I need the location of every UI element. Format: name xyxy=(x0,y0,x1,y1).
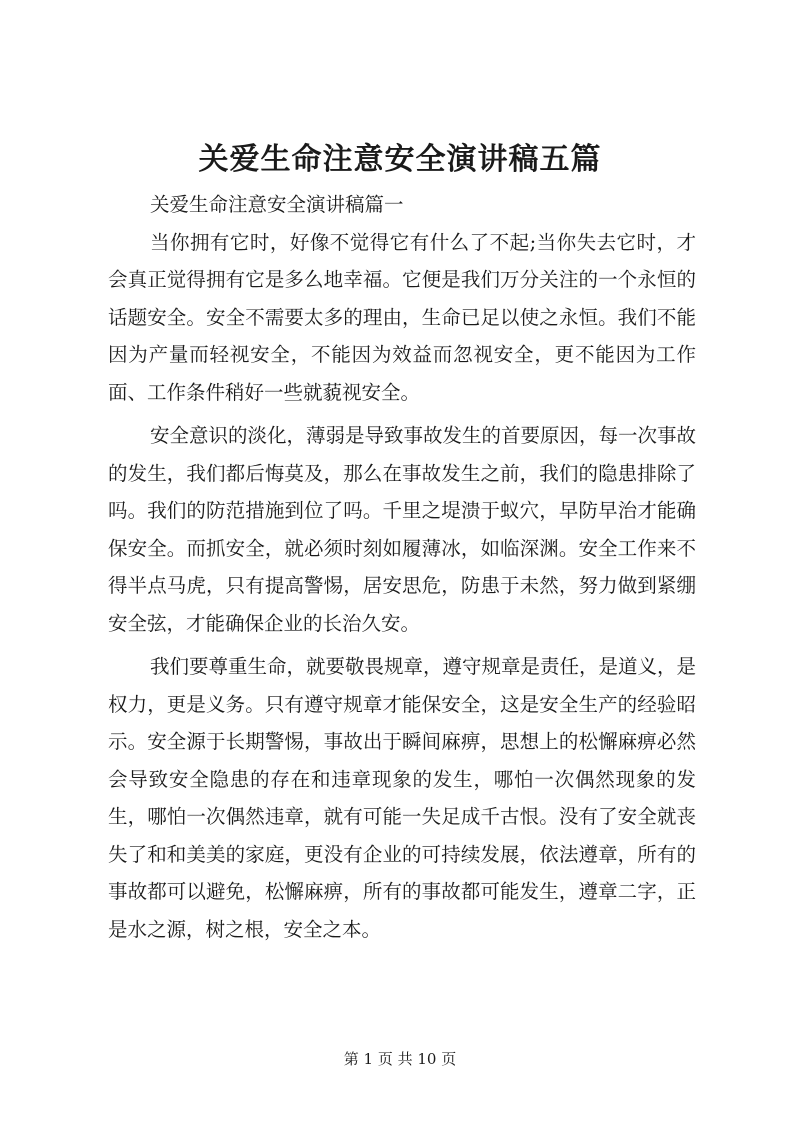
section-subtitle: 关爱生命注意安全演讲稿篇一 xyxy=(150,193,404,216)
document-title: 关爱生命注意安全演讲稿五篇 xyxy=(198,142,602,177)
document-body xyxy=(108,186,696,948)
page-footer: 第 1 页 共 10 页 xyxy=(343,1050,457,1068)
paragraph-2: 安全意识的淡化，薄弱是导致事故发生的首要原因，每一次事故的发生，我们都后悔莫及，那么在事故发生之前，我们的隐患排除了吗。我们的防范措施到位了吗。千里之堤溃于蚁穴，早防早治才能确保安全。而抓安全，就必须时刻如履薄冰，如临深渊。安全工作来不得半点马虎，只有提高警惕，居安思危，防患于未然，努力做到紧绷安全弦，才能确保企业的长治久安。 xyxy=(108,424,697,635)
paragraph-3: 我们要尊重生命，就要敬畏规章，遵守规章是责任，是道义，是权力，更是义务。只有遵守规章才能保安全，这是安全生产的经验昭示。安全源于长期警惕，事故出于瞬间麻痹，思想上的松懈麻痹必然会导致安全隐患的存在和违章现象的发生，哪怕一次偶然现象的发生，哪怕一次偶然违章，就有可能一失足成千古恨。没有了安全就丧失了和和美美的家庭，更没有企业的可持续发展，依法遵章，所有的事故都可以避免，松懈麻痹，所有的事故都可能发生，遵章二字，正是水之源，树之根，安全之本。 xyxy=(108,655,697,941)
paragraph-1: 当你拥有它时，好像不觉得它有什么了不起;当你失去它时，才会真正觉得拥有它是多么地幸福。它便是我们万分关注的一个永恒的话题安全。安全不需要太多的理由，生命已足以使之永恒。我们不能因为产量而轻视安全，不能因为效益而忽视安全，更不能因为工作面、工作条件稍好一些就藐视安全。 xyxy=(108,230,696,404)
